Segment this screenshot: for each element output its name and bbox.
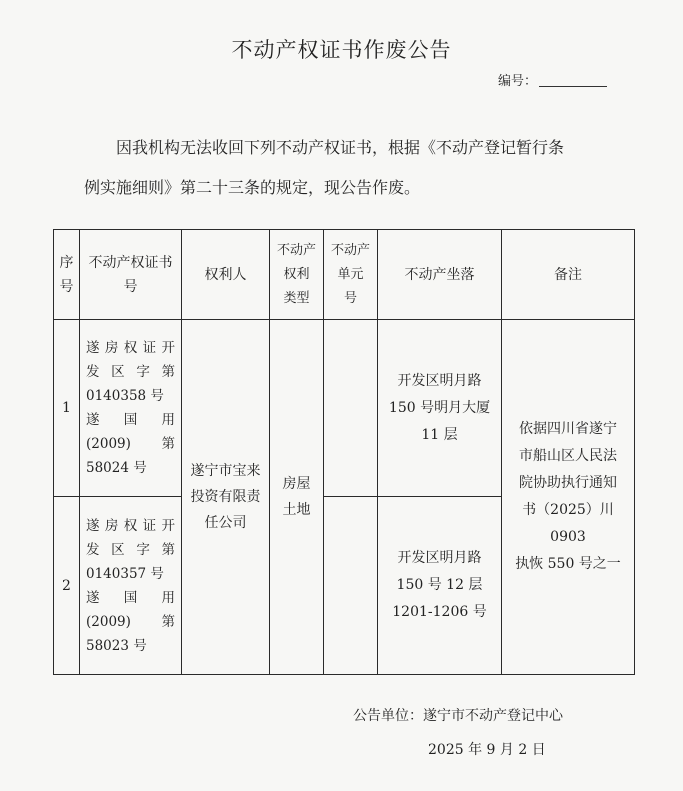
cell-right-type: 房屋 土地 [270,320,324,675]
table-row [54,320,635,497]
cell-cert-number: 遂房权证开 发区字第 0140358 号 遂 国 用 (2009) 第 58024 号 [80,320,182,497]
header-unit-no: 不动产 单元 号 [324,230,378,320]
header-seq: 序 号 [54,230,80,320]
doc-number [498,70,607,89]
table-header-row [54,230,635,320]
doc-number-label: 编号： [498,74,538,89]
intro-line-1: 因我机构无法收回下列不动产权证书，根据《不动产登记暂行条 [116,138,565,157]
issue-date: 2025 年 9 月 2 日 [428,742,546,758]
header-cert: 不动产权证书 号 [80,230,182,320]
page-title: 不动产权证书作废公告 [231,38,452,62]
certificate-table [53,229,635,675]
intro-paragraph [84,128,624,208]
header-remark: 备注 [502,230,635,320]
header-holder: 权利人 [182,230,270,320]
doc-number-blank [539,86,607,87]
intro-line-2: 例实施细则》第二十三条的规定，现公告作废。 [84,178,421,197]
cell-cert-number: 遂房权证开 发区字第 0140357 号 遂 国 用 (2009) 第 58023 号 [80,497,182,675]
header-right-type: 不动产 权利 类型 [270,230,324,320]
cell-seq: 1 [54,320,80,497]
cell-location: 开发区明月路 150 号明月大厦 11 层 [378,320,502,497]
header-location: 不动产坐落 [378,230,502,320]
cell-holder: 遂宁市宝来 投资有限责 任公司 [182,320,270,675]
cell-remark: 依据四川省遂宁 市船山区人民法 院协助执行通知 书（2025）川 0903 执恢 550 号之一 [502,320,635,675]
cell-unit-no [324,320,378,497]
issuer: 公告单位：遂宁市不动产登记中心 [353,708,563,724]
cell-unit-no [324,497,378,675]
cell-location: 开发区明月路 150 号 12 层 1201-1206 号 [378,497,502,675]
cell-seq: 2 [54,497,80,675]
